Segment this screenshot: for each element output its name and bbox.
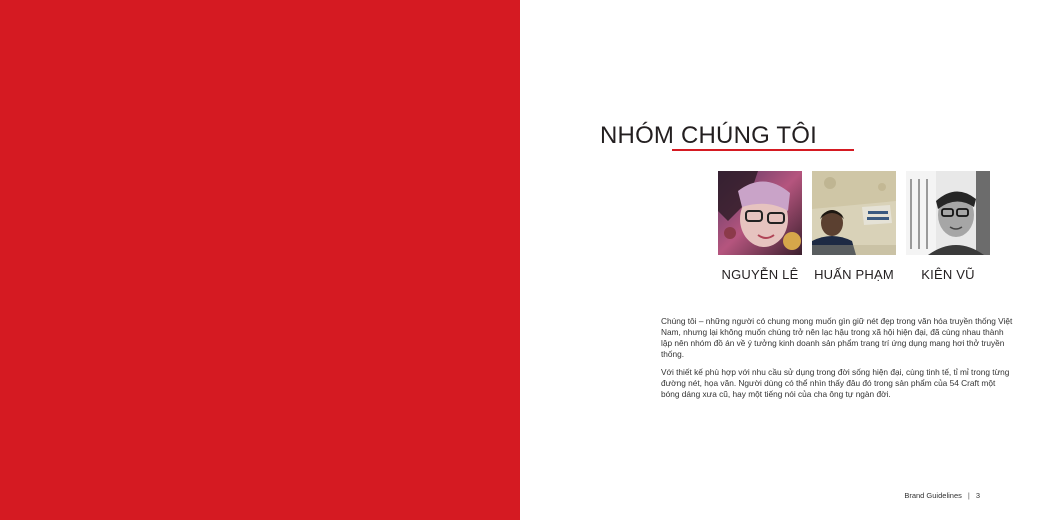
portrait-image-icon (812, 171, 896, 255)
team-introduction (661, 316, 1013, 407)
page-footer (904, 491, 980, 500)
member-name: KIÊN VŨ (921, 267, 975, 282)
portrait-image-icon (906, 171, 990, 255)
member-card-kien-vu (906, 171, 990, 282)
team-page (520, 0, 1040, 520)
member-name: HUẤN PHẠM (814, 267, 894, 282)
member-photo-kien-vu (906, 171, 990, 255)
member-name: NGUYỄN LÊ (721, 267, 799, 282)
footer-separator: | (967, 491, 970, 500)
portrait-image-icon (718, 171, 802, 255)
member-card-nguyen-le (718, 171, 802, 282)
footer-label: Brand Guidelines (904, 491, 962, 500)
member-photo-huan-pham (812, 171, 896, 255)
member-card-huan-pham (812, 171, 896, 282)
member-photo-nguyen-le (718, 171, 802, 255)
intro-paragraph: Chúng tôi – những người có chung mong muốn gìn giữ nét đẹp trong văn hóa truyền thống Việt Nam, nhưng lại không muốn chúng trở nên lạc hậu trong xã hội hiện đại, đã cùng nhau thành lập nên nhóm đồ án về ý tưởng kinh doanh sản phẩm trang trí ứng dụng mang hơi thở truyền thống. (661, 316, 1013, 359)
page-title: NHÓM CHÚNG TÔI (600, 122, 818, 149)
page-number: 3 (975, 491, 980, 500)
title-underline (672, 149, 854, 151)
intro-paragraph: Với thiết kế phù hợp với nhu cầu sử dụng trong đời sống hiện đại, cùng tinh tế, tỉ mỉ trong từng đường nét, họa văn. Người dùng có thể nhìn thấy đâu đó trong sản phẩm của 54 Craft một bóng dáng xưa cũ, hay một tiếng nói của cha ông tự ngàn đời. (661, 367, 1010, 399)
